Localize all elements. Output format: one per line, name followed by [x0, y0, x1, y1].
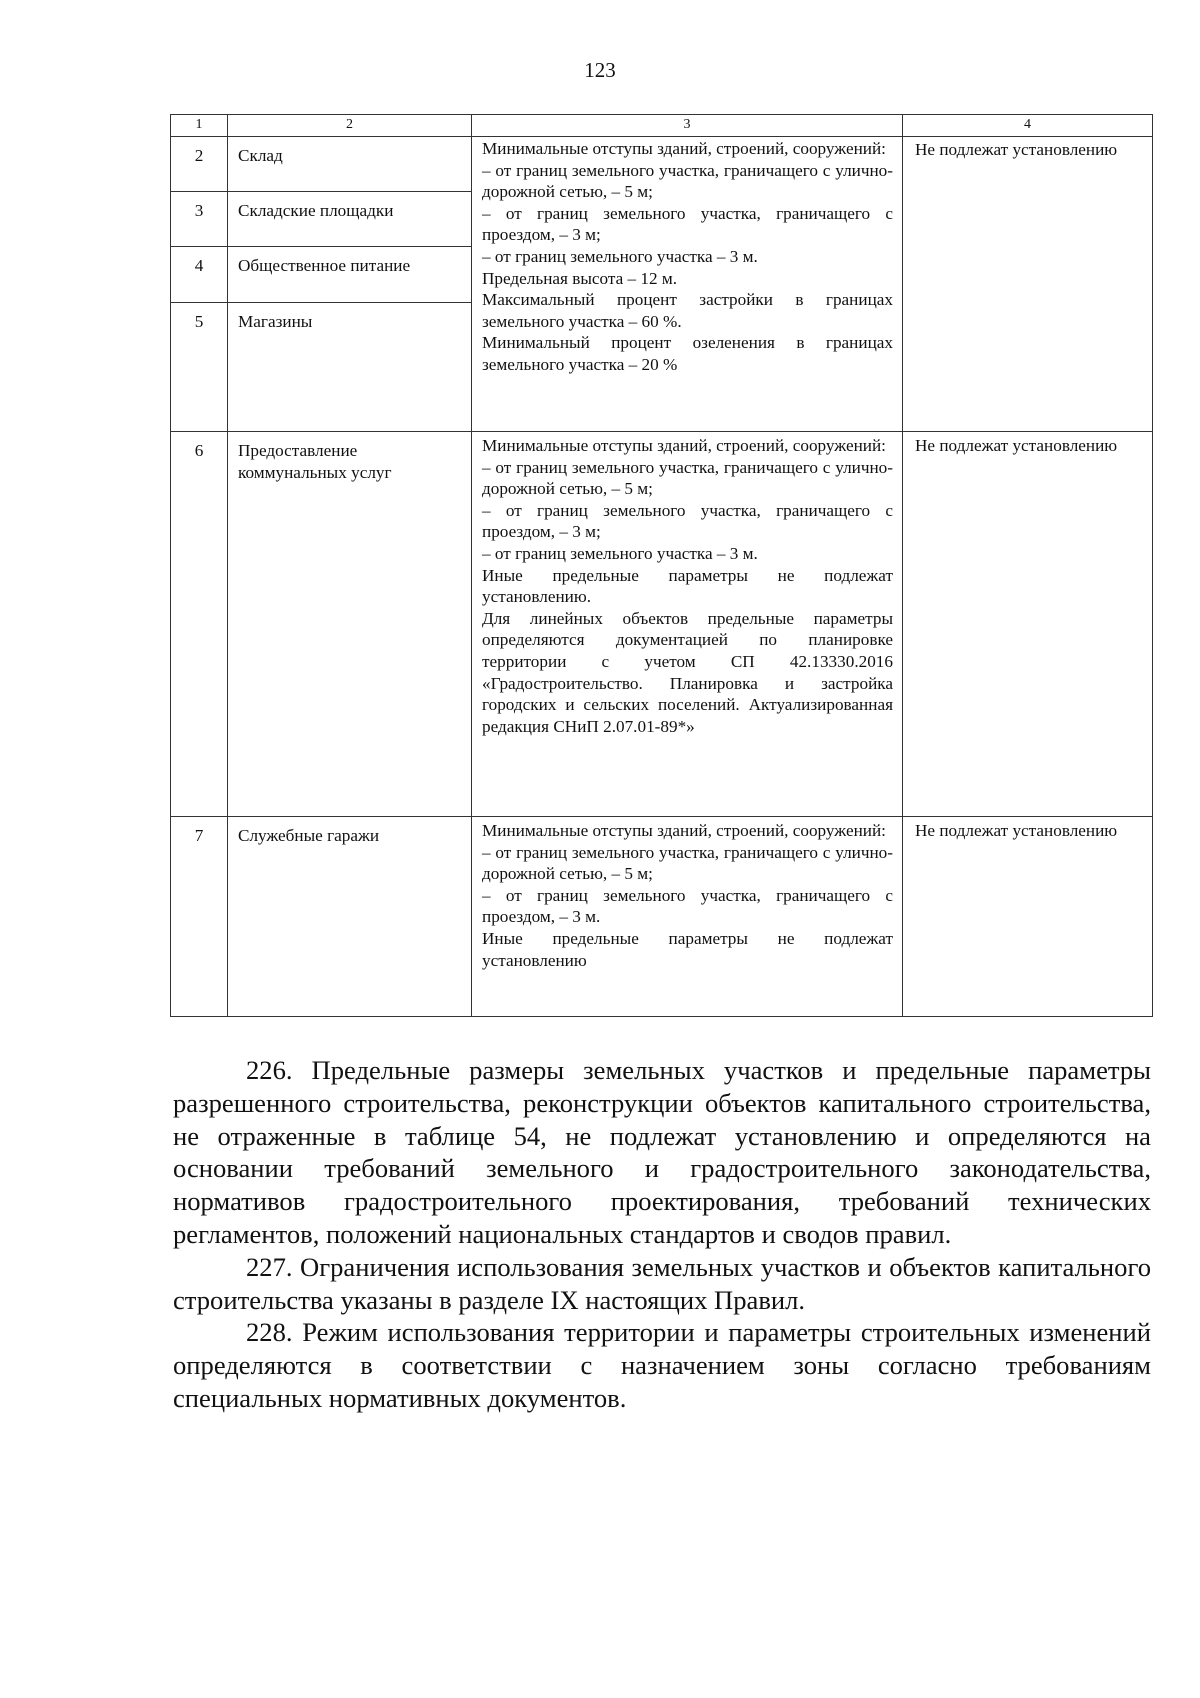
param-line: – от границ земельного участка, граничащего с проездом, – 3 м; — [482, 500, 893, 542]
row-number: 2 — [171, 137, 228, 192]
param-line: – от границ земельного участка, граничащего с проездом, – 3 м. — [482, 885, 893, 927]
param-line: – от границ земельного участка – 3 м. — [482, 543, 758, 563]
row-number: 4 — [171, 247, 228, 303]
table-row — [171, 817, 1153, 1017]
paragraph-226: 226. Предельные размеры земельных участков и предельные параметры разрешенного строительства, реконструкции объектов капитального строительства, не отраженные в таблице 54, не подлежат установлению и определяются на основании требований земельного и градостроительного законодательства, нормативов градостроительного проектирования, требований технических регламентов, положений национальных стандартов и сводов правил. — [173, 1055, 1151, 1249]
table-row — [171, 137, 1153, 192]
table-header-row — [171, 115, 1153, 137]
row-use-name: Предоставление коммунальных услуг — [228, 432, 472, 817]
row-note: Не подлежат установлению — [903, 432, 1153, 817]
paragraph-228: 228. Режим использования территории и параметры строительных изменений определяются в соответствии с назначением зоны согласно требованиям специальных нормативных документов. — [173, 1317, 1151, 1413]
body-text — [173, 1054, 1151, 1415]
zoning-parameters-table — [170, 114, 1153, 1017]
param-line: Иные предельные параметры не подлежат установлению. — [482, 565, 893, 607]
param-line: – от границ земельного участка, граничащего с улично-дорожной сетью, – 5 м; — [482, 457, 893, 499]
row-use-name: Служебные гаражи — [228, 817, 472, 1017]
row-params — [472, 137, 903, 432]
table-row — [171, 432, 1153, 817]
row-note: Не подлежат установлению — [903, 137, 1153, 432]
header-cell: 3 — [472, 115, 903, 137]
param-line: – от границ земельного участка, граничащего с улично-дорожной сетью, – 5 м; — [482, 842, 893, 884]
param-line: – от границ земельного участка, граничащего с проездом, – 3 м; — [482, 203, 893, 245]
row-use-name: Магазины — [228, 303, 472, 432]
param-line: – от границ земельного участка – 3 м. — [482, 246, 758, 266]
header-cell: 1 — [171, 115, 228, 137]
paragraph-227: 227. Ограничения использования земельных участков и объектов капитального строительства указаны в разделе IX настоящих Правил. — [173, 1251, 1151, 1315]
param-line: Минимальные отступы зданий, строений, сооружений: — [482, 821, 886, 840]
param-line: Минимальный процент озеленения в границах земельного участка – 20 % — [482, 333, 893, 374]
param-line: Минимальные отступы зданий, строений, сооружений: — [482, 436, 886, 455]
row-number: 5 — [171, 303, 228, 432]
row-number: 3 — [171, 192, 228, 247]
page-number: 123 — [584, 58, 616, 82]
param-line: Предельная высота – 12 м. — [482, 268, 678, 288]
header-cell: 2 — [228, 115, 472, 137]
param-line: Минимальные отступы зданий, строений, сооружений: — [482, 139, 886, 158]
header-cell: 4 — [903, 115, 1153, 137]
param-line: Максимальный процент застройки в границах земельного участка – 60 %. — [482, 290, 893, 331]
param-line: Иные предельные параметры не подлежат установлению — [482, 928, 893, 970]
row-use-name: Складские площадки — [228, 192, 472, 247]
row-use-name: Общественное питание — [228, 247, 472, 303]
row-number: 7 — [171, 817, 228, 1017]
row-note: Не подлежат установлению — [903, 817, 1153, 1017]
row-number: 6 — [171, 432, 228, 817]
param-line: – от границ земельного участка, граничащего с улично-дорожной сетью, – 5 м; — [482, 160, 893, 202]
param-line: Для линейных объектов предельные параметры определяются документацией по планировке территории с учетом СП 42.13330.2016 «Градостроительство. Планировка и застройка городских и сельских поселений. Актуализированная редакция СНиП 2.07.01-89*» — [482, 608, 893, 736]
row-params — [472, 817, 903, 1017]
row-use-name: Склад — [228, 137, 472, 192]
row-params — [472, 432, 903, 817]
